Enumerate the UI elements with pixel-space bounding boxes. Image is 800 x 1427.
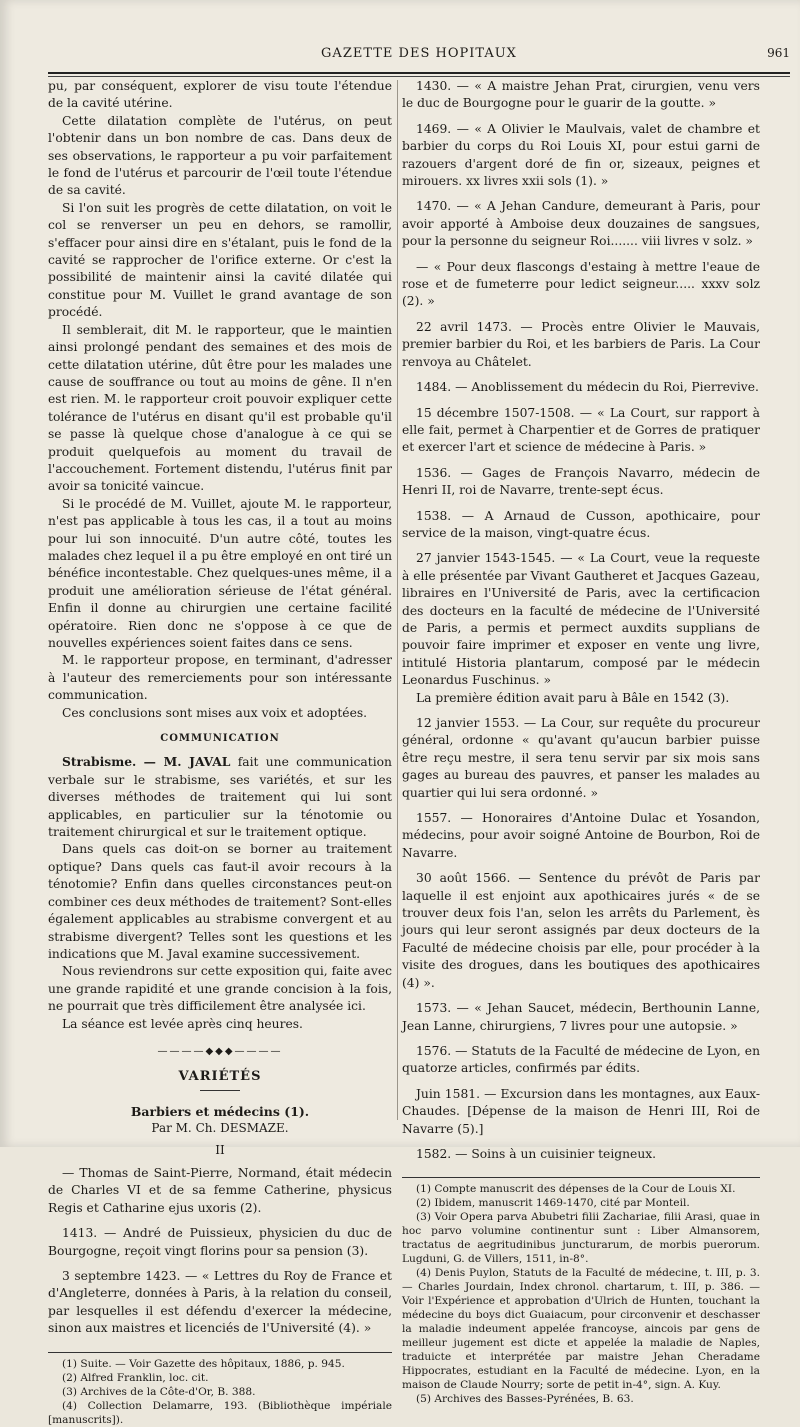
paragraph: Nous reviendrons sur cette exposition qui, faite avec une grande rapidité et une grande concision à la fois, ne pourrait que très difficilement être analysée ici. — [48, 964, 392, 1014]
paragraph: 1557. — Honoraires d'Antoine Dulac et Yosandon, médecins, pour avoir soigné Antoine de Bourbon, Roi de Navarre. — [402, 811, 760, 860]
ornament-divider: ————◆◆◆———— — [157, 1045, 283, 1057]
paragraph: La séance est levée après cinq heures. — [62, 1016, 303, 1031]
right-column — [402, 78, 760, 1406]
strabisme-text: fait une communication verbale sur le strabisme, ses variétés, et sur les diverses méthodes de traitement qui lui sont applicables, en particulier sur la ténotomie ou traitement chirurgical et sur le traitement optique. — [48, 755, 392, 840]
footnote: (1) Suite. — Voir Gazette des hôpitaux, 1886, p. 945. — [62, 1357, 345, 1370]
footnote: (3) Voir Opera parva Abubetri filii Zachariae, filii Arasi, quae in hoc parvo volumine continentur sunt : Liber Almansorem, tractatus de aegritudinibus juncturarum, de morbis puerorum. Lugduni, G. de Villers, 1511, in-8°. — [402, 1211, 760, 1266]
paragraph: Il semblerait, dit M. le rapporteur, que le maintien ainsi prolongé pendant des semaines et des mois de cette dilatation utérine, dût être pour les malades une cause de souffrance ou tout au moins de gêne. Il n'en est rien. M. le rapporteur croit pouvoir expliquer cette tolérance de l'utérus en disant qu'il est probable qu'il se passe là quelque chose d'analogue à ce qui se produit quelquefois au moment du travail de l'accouchement. Fortement distendu, l'utérus finit par avoir sa tonicité vaincue. — [48, 322, 392, 494]
article-part-number: II — [215, 1142, 225, 1157]
footnote-rule — [48, 1352, 392, 1353]
journal-title: GAZETTE DES HOPITAUX — [321, 46, 517, 61]
footnote: (3) Archives de la Côte-d'Or, B. 388. — [62, 1385, 256, 1398]
paragraph: Juin 1581. — Excursion dans les montagnes, aux Eaux-Chaudes. [Dépense de la maison de Henri III, Roi de Navarre (5).] — [402, 1086, 760, 1136]
section-heading-varietes: VARIÉTÉS — [178, 1069, 262, 1085]
paragraph: pu, par conséquent, explorer de visu toute l'étendue de la cavité utérine. — [48, 79, 392, 111]
footnote-rule — [402, 1177, 760, 1178]
left-column — [48, 78, 392, 1427]
paragraph: 22 avril 1473. — Procès entre Olivier le Mauvais, premier barbier du Roi, et les barbiers de Paris. La Cour renvoya au Châtelet. — [402, 319, 760, 369]
paragraph: Si le procédé de M. Vuillet, ajoute M. le rapporteur, n'est pas applicable à tous les cas, il a tout au moins pour lui son innocuité. D'un autre côté, toutes les malades chez lequel il a pu être employé en ont tiré un bénéfice incontestable. Chez quelques-unes même, il a produit une amélioration sérieuse de l'état général. Enfin il donne au chirurgien une certaine facilité opératoire. Rien donc ne s'oppose à ce que de nouvelles expériences soient faites dans ce sens. — [48, 496, 392, 650]
column-divider — [397, 80, 398, 1120]
paragraph: Si l'on suit les progrès de cette dilatation, on voit le col se renverser un peu en dehors, se ramollir, s'effacer pour ainsi dire en s'étalant, puis le fond de la cavité se rapprocher de l'orifice externe. Or c'est la possibilité de maintenir ainsi la cavité dilatée qui constitue pour M. Vuillet le grand avantage de son procédé. — [48, 200, 392, 320]
footnote: (5) Archives des Basses-Pyrénées, B. 63. — [416, 1393, 634, 1406]
paragraph: 27 janvier 1543-1545. — « La Court, veue la requeste à elle présentée par Vivant Gautheret et Jacques Gazeau, libraires en l'Université de Paris, avec la certificacion des docteurs en la faculté de médecine de l'Université de Paris, a permis et permect auxdits supplians de pouvoir faire imprimer et exposer en vente ung livre, intitulé Historia plantarum, composé par le médecin Leonardus Fuschinus. » — [402, 551, 760, 688]
paragraph: 1484. — Anoblissement du médecin du Roi, Pierrevive. — [416, 380, 759, 395]
paragraph: 1536. — Gages de François Navarro, médecin de Henri II, roi de Navarre, trente-sept écus. — [402, 465, 760, 498]
paragraph: 12 janvier 1553. — La Cour, sur requête du procureur général, ordonne « qu'avant qu'aucun barbier puisse être reçu mestre, il sera tenu servir par six mois sans gages au bureau des pauvres, et panser les malades au quartier qui lui sera ordonné. » — [402, 716, 760, 800]
header-rule — [48, 72, 790, 77]
paragraph: 3 septembre 1423. — « Lettres du Roy de France et d'Angleterre, données à Paris, à la relation du conseil, par lesquelles il est défendu d'exercer la médecine, sinon aux maistres et licenciés de l'Université (4). » — [48, 1269, 392, 1336]
section-heading-communication: COMMUNICATION — [160, 733, 280, 745]
paragraph: Dans quels cas doit-on se borner au traitement optique? Dans quels cas faut-il avoir recours à la ténotomie? Enfin dans quelles circonstances peut-on combiner ces deux méthodes de traitement? Sont-elles également applicables au strabisme convergent et au strabisme divergent? Telles sont les questions et les indications que M. Javal examine successivement. — [48, 842, 392, 961]
paragraph: — Thomas de Saint-Pierre, Normand, était médecin de Charles VI et de sa femme Catherine, physicus Regis et Catharine ejus uxoris (2). — [48, 1165, 392, 1215]
paragraph: 1430. — « A maistre Jehan Prat, cirurgien, venu vers le duc de Bourgogne pour le guarir de la goutte. » — [402, 79, 760, 111]
paragraph: 1413. — André de Puissieux, physicien du duc de Bourgogne, reçoit vingt florins pour sa pension (3). — [48, 1226, 392, 1258]
article-title: Barbiers et médecins (1). — [130, 1103, 310, 1119]
page-number: 961 — [767, 46, 790, 60]
paragraph: Ces conclusions sont mises aux voix et adoptées. — [62, 705, 368, 720]
paragraph: 30 août 1566. — Sentence du prévôt de Paris par laquelle il est enjoint aux apothicaires jurés « de se trouver deux fois l'an, selon les arrêts du Parlement, ès jours qui leur seront assignés par deux docteurs de la Faculté de médecine choisis par elle, pour procéder à la visite des drogues, dans les boutiques des apothicaires (4) ». — [402, 871, 760, 990]
footnote: (1) Compte manuscrit des dépenses de la Cour de Louis XI. — [416, 1183, 736, 1196]
paragraph: 1538. — A Arnaud de Cusson, apothicaire, pour service de la maison, vingt-quatre écus. — [402, 508, 760, 540]
article-author: Par M. Ch. DESMAZE. — [151, 1121, 289, 1136]
paragraph: 15 décembre 1507-1508. — « La Court, sur rapport à elle fait, permet à Charpentier et de Gorres de pratiquer et exercer l'art et science de médecine à Paris. » — [402, 405, 760, 455]
footnote: (4) Collection Delamarre, 193. (Bibliothèque impériale [manuscrits]). — [48, 1399, 392, 1426]
paragraph: 1576. — Statuts de la Faculté de médecine de Lyon, en quatorze articles, confirmés par édits. — [402, 1043, 760, 1076]
paragraph: La première édition avait paru à Bâle en 1542 (3). — [416, 690, 730, 705]
footnote: (2) Ibidem, manuscrit 1469-1470, cité par Monteil. — [416, 1197, 690, 1210]
paragraph-strabisme — [48, 753, 392, 841]
short-rule — [200, 1090, 240, 1091]
paragraph: Cette dilatation complète de l'utérus, on peut l'obtenir dans un bon nombre de cas. Dans deux de ses observations, le rapporteur a pu voir parfaitement le fond de l'utérus et parcourir de l'œil toute l'étendue de sa cavité. — [48, 113, 392, 198]
paragraph: M. le rapporteur propose, en terminant, d'adresser à l'auteur des remerciements pour son intéressante communication. — [48, 653, 392, 703]
paragraph: 1582. — Soins à un cuisinier teigneux. — [416, 1146, 657, 1161]
strabisme-title: Strabisme. — [62, 754, 137, 770]
paragraph: — « Pour deux flascongs d'estaing à mettre l'eaue de rose et de fumeterre pour ledict seigneur..... xxxv solz (2). » — [402, 259, 760, 309]
footnote: (2) Alfred Franklin, loc. cit. — [62, 1371, 209, 1384]
footnote: (4) Denis Puylon, Statuts de la Faculté de médecine, t. III, p. 3. — Charles Jourdain, Index chronol. chartarum, t. III, p. 386. — Voir l'Expérience et approbation d'Ulrich de Hunten, touchant la médecine du boys dict Guaiacum, pour circonvenir et deschasser la maladie indeument appelée francoyse, aincois par gens de meilleur jugement est dicte et appelée la maladie de Naples, traduicte et interprétée par maistre Jehan Cheradame Hippocrates, estudiant en la Faculté de médecine. Lyon, en la maison de Claude Nourry; sorte de petit in-4°, sign. A. Kuy. — [402, 1267, 760, 1392]
paragraph: 1469. — « A Olivier le Maulvais, valet de chambre et barbier du corps du Roi Louis XI, pour estui garni de razouers d'argent doré de fin or, sizeaux, peignes et mirouers. xx livres xxii sols (1). » — [402, 121, 760, 189]
page-header — [48, 38, 790, 68]
paragraph: 1470. — « A Jehan Candure, demeurant à Paris, pour avoir apporté à Amboise deux douzaines de sangsues, pour la personne du seigneur Roi....... viii livres v solz. » — [402, 199, 760, 249]
strabisme-author: — M. JAVAL — [143, 754, 231, 770]
paragraph: 1573. — « Jehan Saucet, médecin, Berthounin Lanne, Jean Lanne, chirurgiens, 7 livres pour une autopsie. » — [402, 1001, 760, 1033]
